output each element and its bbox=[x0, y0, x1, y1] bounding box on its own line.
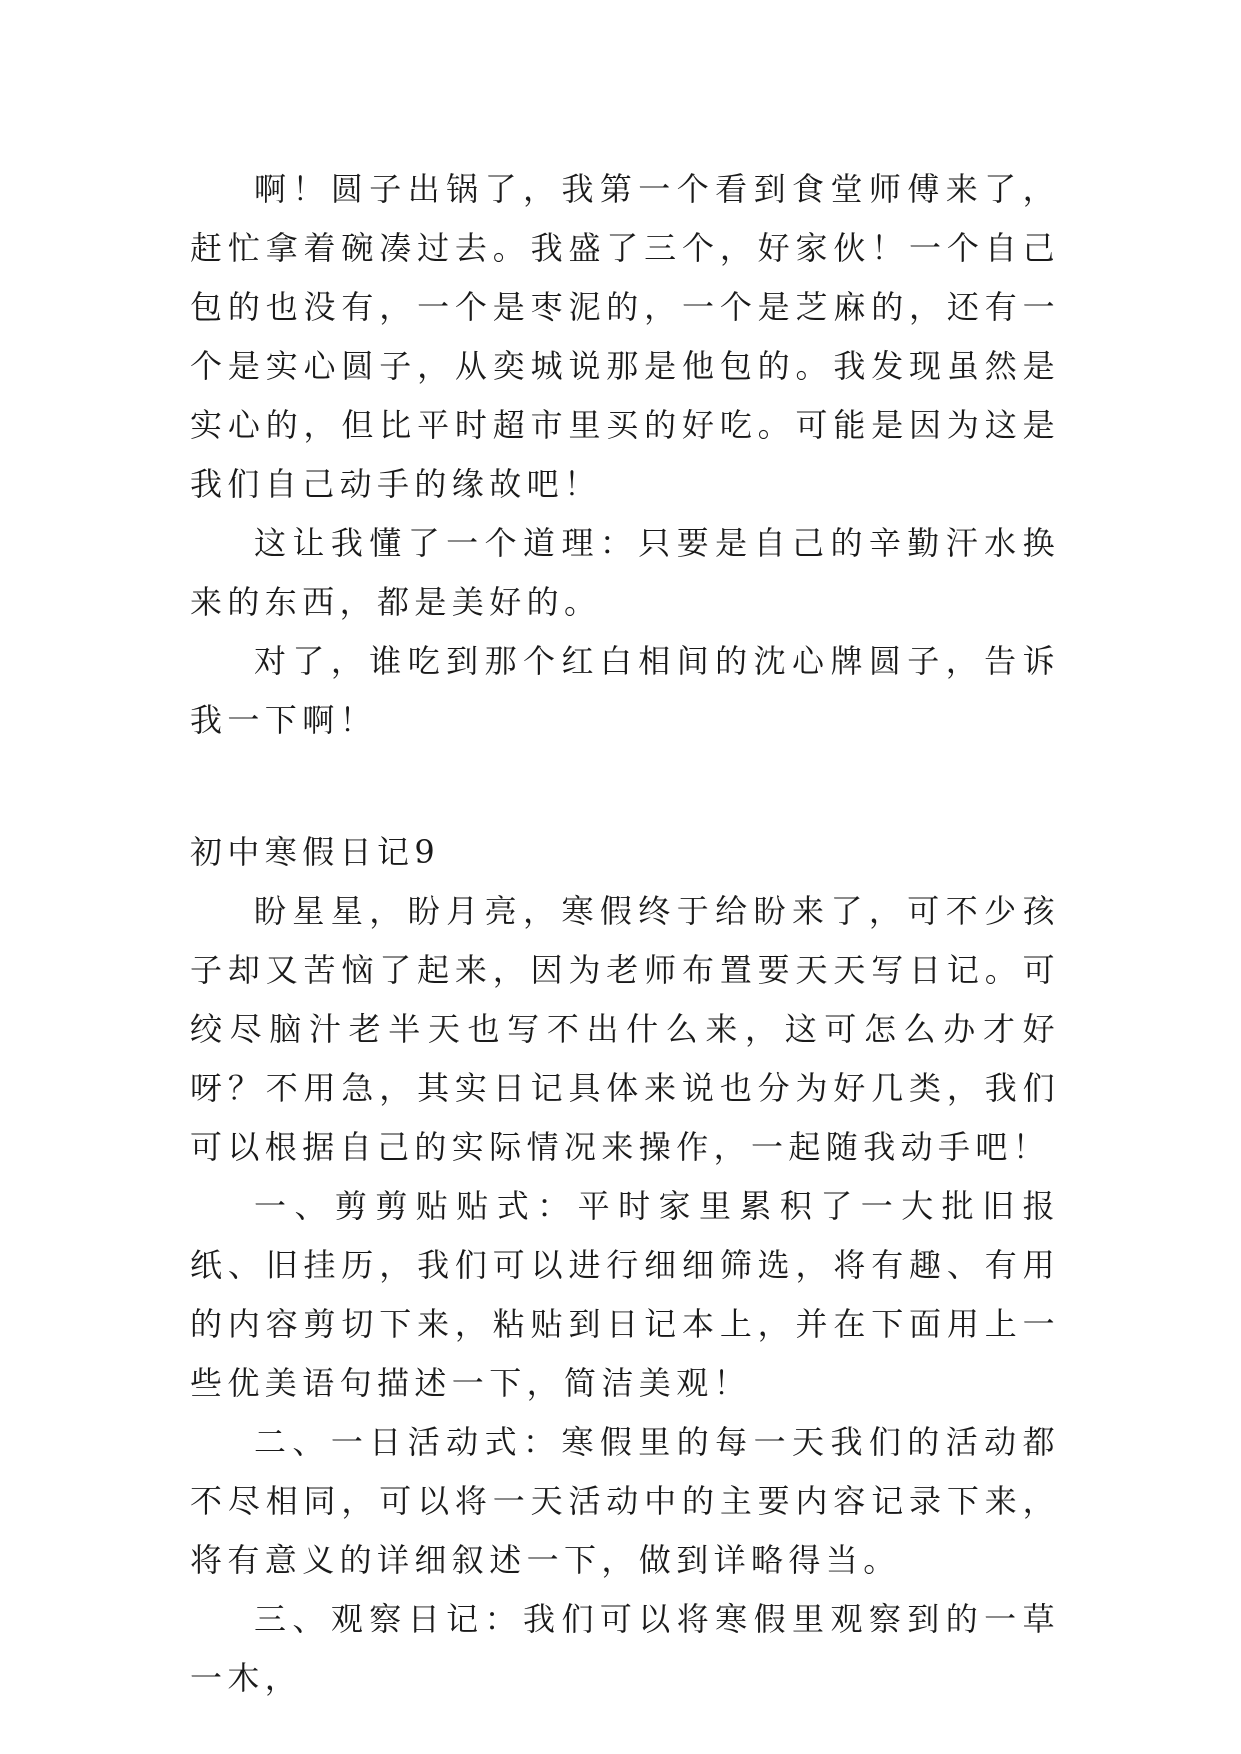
body-paragraph: 这让我懂了一个道理：只要是自己的辛勤汗水换来的东西，都是美好的。 bbox=[190, 524, 1060, 621]
body-paragraph: 二、一日活动式：寒假里的每一天我们的活动都不尽相同，可以将一天活动中的主要内容记录下来，将有意义的详细叙述一下，做到详略得当。 bbox=[190, 1423, 1060, 1579]
section-spacer bbox=[190, 809, 1060, 823]
document-body bbox=[190, 160, 1060, 1708]
section-title: 初中寒假日记9 bbox=[190, 833, 441, 871]
body-paragraph: 啊！圆子出锅了，我第一个看到食堂师傅来了，赶忙拿着碗凑过去。我盛了三个，好家伙！一个自己包的也没有，一个是枣泥的，一个是芝麻的，还有一个是实心圆子，从奕城说那是他包的。我发现虽然是实心的，但比平时超市里买的好吃。可能是因为这是我们自己动手的缘故吧！ bbox=[190, 170, 1060, 503]
body-paragraph: 三、观察日记：我们可以将寒假里观察到的一草一木， bbox=[190, 1600, 1060, 1697]
body-paragraph: 盼星星，盼月亮，寒假终于给盼来了，可不少孩子却又苦恼了起来，因为老师布置要天天写日记。可绞尽脑汁老半天也写不出什么来，这可怎么办才好呀？不用急，其实日记具体来说也分为好几类，我们可以根据自己的实际情况来操作，一起随我动手吧！ bbox=[190, 892, 1060, 1166]
body-paragraph: 一、剪剪贴贴式：平时家里累积了一大批旧报纸、旧挂历，我们可以进行细细筛选，将有趣、有用的内容剪切下来，粘贴到日记本上，并在下面用上一些优美语句描述一下，简洁美观！ bbox=[190, 1187, 1060, 1402]
body-paragraph: 对了，谁吃到那个红白相间的沈心牌圆子，告诉我一下啊！ bbox=[190, 642, 1060, 739]
section-spacer bbox=[190, 750, 1060, 809]
